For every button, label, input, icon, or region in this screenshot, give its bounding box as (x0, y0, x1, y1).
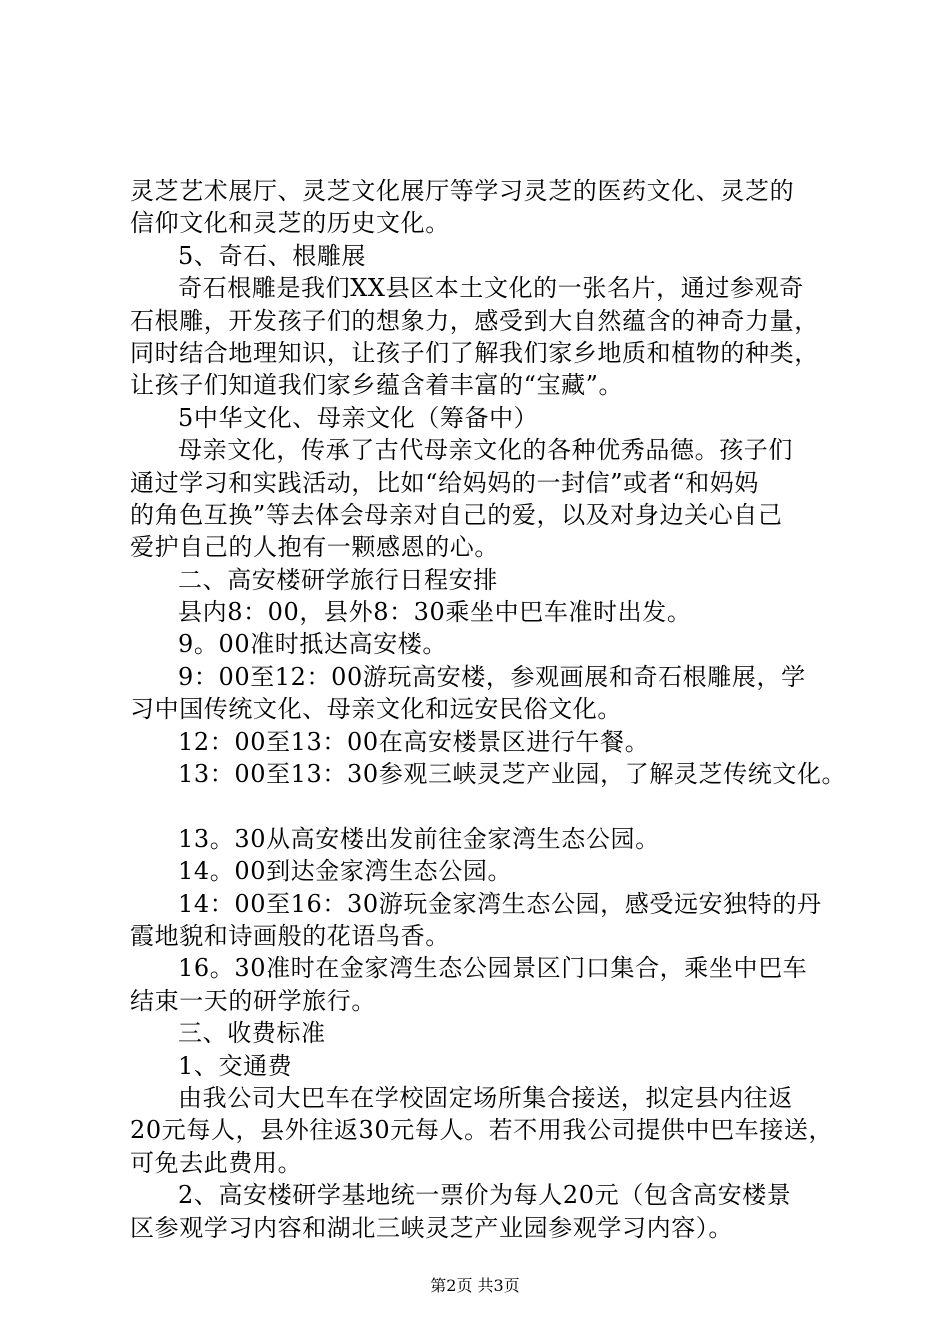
blank-line (130, 790, 850, 822)
section-heading: 三、收费标准 (178, 1019, 326, 1048)
body-line: 石根雕，开发孩子们的想象力，感受到大自然蕴含的神奇力量， (130, 306, 819, 335)
body-line: 灵芝艺术展厅、灵芝文化展厅等学习灵芝的医药文化、灵芝的 (130, 177, 795, 205)
section-heading: 5中华文化、母亲文化（筹备中） (178, 403, 539, 432)
body-line: 由我公司大巴车在学校固定场所集合接送，拟定县内往返 (178, 1083, 793, 1112)
body-line: 20元每人，县外往返30元每人。若不用我公司提供中巴车接送， (130, 1116, 834, 1145)
sub-heading: 1、交通费 (178, 1051, 293, 1080)
section-heading: 二、高安楼研学旅行日程安排 (178, 565, 498, 594)
body-line: 爱护自己的人抱有一颗感恩的心。 (130, 533, 499, 562)
page-footer (0, 1276, 950, 1296)
body-line: 通过学习和实践活动，比如“给妈妈的一封信”或者“和妈妈 (130, 468, 760, 497)
schedule-line: 9：00至12：00游玩高安楼，参观画展和奇石根雕展，学 (178, 662, 806, 691)
schedule-line: 习中国传统文化、母亲文化和远安民俗文化。 (130, 695, 622, 724)
body-line: 同时结合地理知识，让孩子们了解我们家乡地质和植物的种类， (130, 338, 819, 367)
body-line: 母亲文化，传承了古代母亲文化的各种优秀品德。孩子们 (178, 436, 793, 465)
page-number-label: 第2页 共3页 (430, 1276, 520, 1295)
body-line: 2、高安楼研学基地统一票价为每人20元（包含高安楼景 (178, 1181, 792, 1210)
schedule-line: 霞地貌和诗画般的花语鸟香。 (130, 921, 450, 950)
schedule-line: 县内8：00，县外8：30乘坐中巴车准时出发。 (178, 598, 692, 627)
body-line: 可免去此费用。 (130, 1148, 303, 1177)
body-line: 的角色互换”等去体会母亲对自己的爱，以及对身边关心自己 (130, 500, 783, 529)
schedule-line: 16。30准时在金家湾生态公园景区门口集合，乘坐中巴车 (178, 954, 808, 983)
schedule-line: 13：00至13：30参观三峡灵芝产业园，了解灵芝传统文化。 (178, 760, 847, 789)
section-heading: 5、奇石、根雕展 (178, 241, 367, 270)
schedule-line: 14：00至16：30游玩金家湾生态公园，感受远安独特的丹 (178, 889, 822, 918)
schedule-line: 结束一天的研学旅行。 (130, 986, 376, 1015)
document-body (130, 175, 850, 1244)
schedule-line: 12：00至13：00在高安楼景区进行午餐。 (178, 727, 650, 756)
schedule-line: 13。30从高安楼出发前往金家湾生态公园。 (178, 824, 660, 853)
body-line: 让孩子们知道我们家乡蕴含着丰富的“宝藏”。 (130, 371, 624, 400)
body-line: 奇石根雕是我们XX县区本土文化的一张名片，通过参观奇 (178, 274, 804, 303)
body-line: 信仰文化和灵芝的历史文化。 (130, 209, 450, 238)
schedule-line: 14。00到达金家湾生态公园。 (178, 857, 513, 886)
body-line: 区参观学习内容和湖北三峡灵芝产业园参观学习内容）。 (130, 1213, 733, 1242)
schedule-line: 9。00准时抵达高安楼。 (178, 630, 448, 659)
